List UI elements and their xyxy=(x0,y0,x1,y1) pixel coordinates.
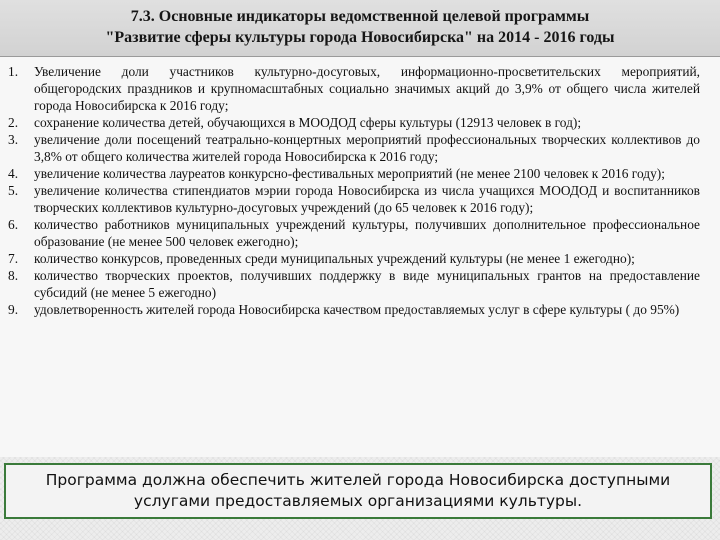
list-item xyxy=(8,182,700,216)
conclusion-box xyxy=(4,463,712,519)
item-text: сохранение количества детей, обучающихся в МООДОД сферы культуры (12913 человек в год); xyxy=(34,115,582,130)
list-item xyxy=(8,267,700,301)
slide-title xyxy=(0,0,720,57)
list-item xyxy=(8,250,700,267)
indicators-panel xyxy=(0,57,720,457)
item-number: 6. xyxy=(8,217,19,232)
item-text: количество работников муниципальных учреждений культуры, получивших дополнительное профессиональное образование (не менее 500 человек ежегодно); xyxy=(34,217,700,249)
list-item xyxy=(8,63,700,114)
item-number: 3. xyxy=(8,132,19,147)
conclusion-line-1: Программа должна обеспечить жителей города Новосибирска доступными xyxy=(45,471,671,489)
item-text: количество конкурсов, проведенных среди муниципальных учреждений культуры (не менее 1 ежегодно); xyxy=(34,251,635,266)
item-text: увеличение количества лауреатов конкурсно-фестивальных мероприятий (не менее 2100 человек к 2016 году); xyxy=(34,166,665,181)
list-item xyxy=(8,114,700,131)
item-text: увеличение доли посещений театрально-концертных мероприятий профессиональных творческих коллективов до 3,8% от общего количества жителей города Новосибирска к 2016 году; xyxy=(34,132,700,164)
item-number: 8. xyxy=(8,268,19,283)
list-item xyxy=(8,131,700,165)
item-number: 5. xyxy=(8,183,19,198)
item-number: 4. xyxy=(8,166,19,181)
conclusion-line-2: услугами предоставляемых организациями культуры. xyxy=(133,492,583,510)
title-line-1: 7.3. Основные индикаторы ведомственной целевой программы xyxy=(130,8,590,25)
indicators-list xyxy=(0,57,720,318)
item-text: Увеличение доли участников культурно-досуговых, информационно-просветительских мероприятий, общегородских праздников и крупномасштабных социально значимых акций до 3,9% от общего числа жителей города Новосибирска к 2016 году; xyxy=(34,64,700,113)
title-line-2: "Развитие сферы культуры города Новосибирска" на 2014 - 2016 годы xyxy=(105,29,615,46)
item-number: 2. xyxy=(8,115,19,130)
list-item xyxy=(8,301,700,318)
item-number: 9. xyxy=(8,302,19,317)
item-number: 7. xyxy=(8,251,19,266)
list-item xyxy=(8,165,700,182)
item-text: удовлетворенность жителей города Новосибирска качеством предоставляемых услуг в сфере культуры ( до 95%) xyxy=(34,302,680,317)
item-text: увеличение количества стипендиатов мэрии города Новосибирска из числа учащихся МООДОД и воспитанников творческих коллективов культурно-досуговых учреждений (до 65 человек к 2016 году); xyxy=(34,183,700,215)
item-number: 1. xyxy=(8,64,19,79)
list-item xyxy=(8,216,700,250)
item-text: количество творческих проектов, получивших поддержку в виде муниципальных грантов на предоставление субсидий (не менее 5 ежегодно) xyxy=(34,268,700,300)
